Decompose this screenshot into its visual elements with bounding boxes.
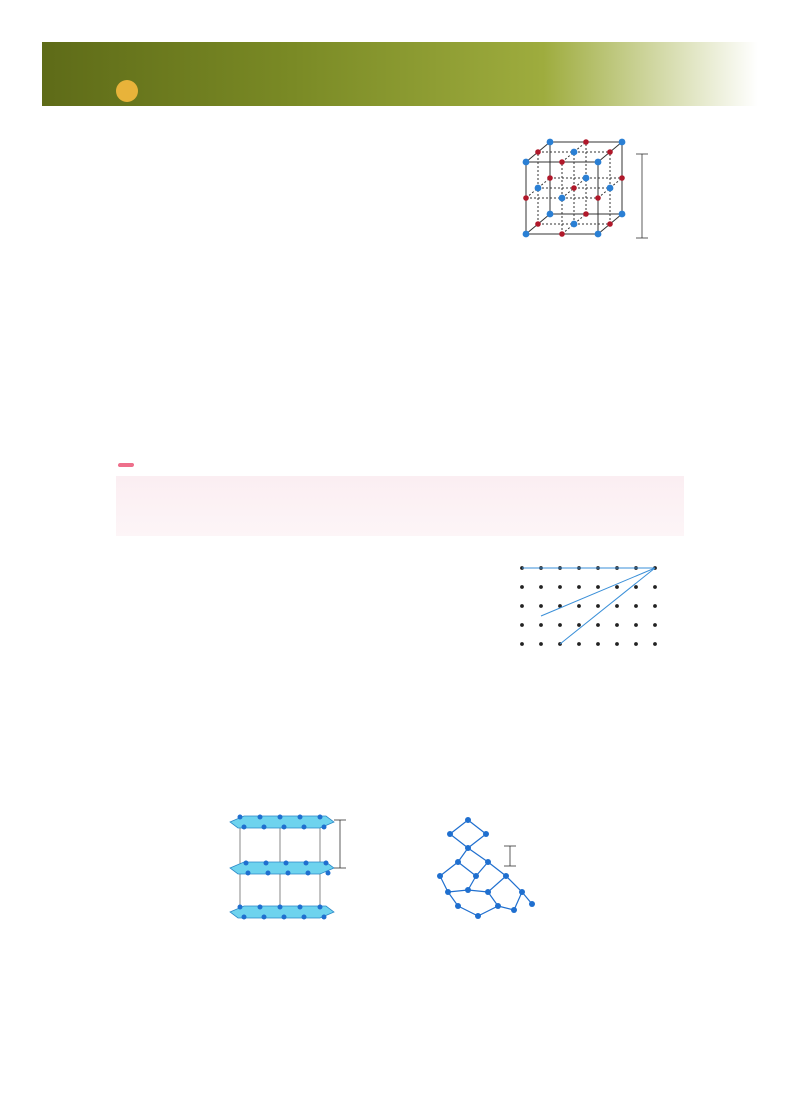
carbon-atom bbox=[445, 889, 451, 895]
carbon-bond bbox=[478, 906, 498, 916]
carbon-atom bbox=[298, 815, 303, 820]
carbon-atom bbox=[306, 871, 311, 876]
discussion-box bbox=[116, 476, 684, 536]
lattice-point bbox=[653, 585, 657, 589]
carbon-bond bbox=[458, 906, 478, 916]
lattice-point bbox=[615, 604, 619, 608]
carbon-atom bbox=[282, 915, 287, 920]
lattice-point bbox=[634, 604, 638, 608]
carbon-atom bbox=[284, 861, 289, 866]
carbon-atom bbox=[286, 871, 291, 876]
segment-ad bbox=[560, 568, 655, 644]
lattice-point bbox=[596, 623, 600, 627]
chapter-header-band bbox=[42, 42, 758, 106]
carbon-atom bbox=[324, 861, 329, 866]
carbon-atom bbox=[503, 873, 509, 879]
carbon-bond bbox=[450, 834, 468, 848]
chloride-ion bbox=[535, 185, 542, 192]
carbon-atom bbox=[318, 815, 323, 820]
chloride-ion bbox=[595, 159, 602, 166]
lattice-point bbox=[615, 585, 619, 589]
carbon-atom bbox=[519, 889, 525, 895]
lattice-point bbox=[653, 642, 657, 646]
sodium-ion bbox=[595, 195, 601, 201]
sodium-ion bbox=[547, 175, 553, 181]
carbon-atom bbox=[326, 871, 331, 876]
page-number bbox=[116, 80, 138, 102]
carbon-bond bbox=[506, 876, 522, 892]
carbon-bond bbox=[458, 862, 476, 876]
chloride-ion bbox=[523, 231, 530, 238]
carbon-atom bbox=[264, 861, 269, 866]
chloride-ion bbox=[619, 211, 626, 218]
lattice-point bbox=[520, 623, 524, 627]
carbon-atom bbox=[447, 831, 453, 837]
carbon-bond bbox=[468, 890, 488, 892]
carbon-bond bbox=[468, 834, 486, 848]
discussion-tag bbox=[118, 463, 135, 467]
lattice-point bbox=[577, 642, 581, 646]
carbon-atom bbox=[258, 905, 263, 910]
carbon-atom bbox=[242, 825, 247, 830]
nacl-lattice-figure bbox=[516, 148, 686, 258]
lattice-point bbox=[558, 585, 562, 589]
lattice-point bbox=[596, 642, 600, 646]
carbon-atom bbox=[511, 907, 517, 913]
chloride-ion bbox=[619, 139, 626, 146]
carbon-atom bbox=[302, 915, 307, 920]
carbon-bond bbox=[440, 862, 458, 876]
lattice-point bbox=[539, 604, 543, 608]
carbon-bond bbox=[468, 848, 488, 862]
carbon-bond bbox=[488, 876, 506, 892]
lattice-point bbox=[539, 623, 543, 627]
chloride-ion bbox=[547, 139, 554, 146]
carbon-atom bbox=[302, 825, 307, 830]
segment-ac bbox=[541, 568, 655, 616]
lattice-point bbox=[577, 585, 581, 589]
chloride-ion bbox=[547, 211, 554, 218]
carbon-atom bbox=[238, 905, 243, 910]
lattice-point bbox=[558, 623, 562, 627]
carbon-atom bbox=[455, 903, 461, 909]
carbon-bond bbox=[448, 890, 468, 892]
carbon-atom bbox=[322, 915, 327, 920]
carbon-bond bbox=[488, 862, 506, 876]
lattice-point bbox=[634, 623, 638, 627]
carbon-atom bbox=[238, 815, 243, 820]
lattice-point bbox=[596, 604, 600, 608]
carbon-atom bbox=[495, 903, 501, 909]
carbon-atom bbox=[278, 905, 283, 910]
chloride-ion bbox=[523, 159, 530, 166]
carbon-atom bbox=[282, 825, 287, 830]
carbon-atom bbox=[242, 915, 247, 920]
carbon-atom bbox=[258, 815, 263, 820]
chloride-ion bbox=[571, 221, 578, 228]
lattice-point bbox=[653, 623, 657, 627]
carbon-atom bbox=[304, 861, 309, 866]
lattice-point bbox=[520, 642, 524, 646]
carbon-atom bbox=[278, 815, 283, 820]
carbon-atom bbox=[262, 825, 267, 830]
chloride-ion bbox=[583, 175, 590, 182]
carbon-bond bbox=[450, 820, 468, 834]
sodium-ion bbox=[559, 231, 565, 237]
lattice-point bbox=[615, 642, 619, 646]
lattice-point bbox=[520, 604, 524, 608]
chloride-ion bbox=[571, 149, 578, 156]
lattice-point bbox=[634, 642, 638, 646]
chloride-ion bbox=[607, 185, 614, 192]
carbon-atom bbox=[437, 873, 443, 879]
carbon-atom bbox=[465, 817, 471, 823]
carbon-atom bbox=[485, 889, 491, 895]
carbon-atom bbox=[475, 913, 481, 919]
carbon-atom bbox=[529, 901, 535, 907]
lattice-point bbox=[577, 604, 581, 608]
chloride-ion bbox=[595, 231, 602, 238]
carbon-atom bbox=[262, 915, 267, 920]
planar-lattice-figure bbox=[510, 560, 680, 660]
sodium-ion bbox=[559, 159, 565, 165]
sodium-ion bbox=[535, 221, 541, 227]
diamond-lattice-figure bbox=[428, 812, 568, 927]
lattice-point bbox=[539, 642, 543, 646]
carbon-atom bbox=[473, 873, 479, 879]
carbon-atom bbox=[465, 887, 471, 893]
sodium-ion bbox=[583, 211, 589, 217]
carbon-bond bbox=[468, 820, 486, 834]
sodium-ion bbox=[583, 139, 589, 145]
carbon-atom bbox=[246, 871, 251, 876]
sodium-ion bbox=[607, 149, 613, 155]
graphite-lattice-figure bbox=[222, 812, 422, 932]
sodium-ion bbox=[619, 175, 625, 181]
carbon-atom bbox=[483, 831, 489, 837]
carbon-atom bbox=[298, 905, 303, 910]
carbon-atom bbox=[244, 861, 249, 866]
carbon-atom bbox=[322, 825, 327, 830]
lattice-point bbox=[653, 604, 657, 608]
chloride-ion bbox=[559, 195, 566, 202]
lattice-point bbox=[520, 585, 524, 589]
carbon-atom bbox=[318, 905, 323, 910]
lattice-point bbox=[596, 585, 600, 589]
carbon-atom bbox=[266, 871, 271, 876]
sodium-ion bbox=[607, 221, 613, 227]
lattice-point bbox=[615, 623, 619, 627]
carbon-atom bbox=[485, 859, 491, 865]
sodium-ion bbox=[571, 185, 577, 191]
carbon-atom bbox=[465, 845, 471, 851]
carbon-atom bbox=[455, 859, 461, 865]
sodium-ion bbox=[535, 149, 541, 155]
lattice-point bbox=[577, 623, 581, 627]
sodium-ion bbox=[523, 195, 529, 201]
lattice-point bbox=[634, 585, 638, 589]
lattice-point bbox=[539, 585, 543, 589]
